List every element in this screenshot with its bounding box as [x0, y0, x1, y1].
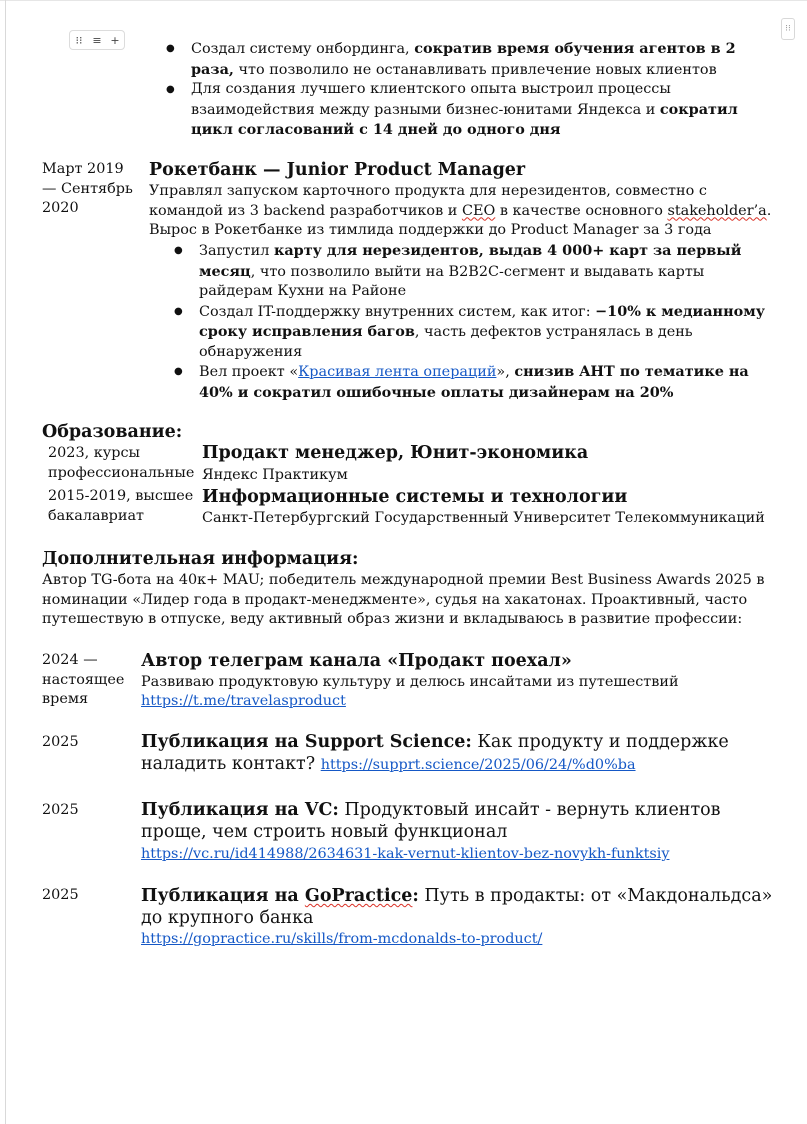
drag-handle-icon[interactable]: ⁝⁝ [75, 33, 83, 47]
list-item: ● Вел проект «Красивая лента операций», снизив AHT по тематике на 40% и сократил ошибочные оплаты дизайнерам на 20% [174, 362, 781, 403]
education-org: Яндекс Практикум [202, 467, 348, 483]
job-bullet-list [174, 241, 781, 403]
education-date: 2015-2019, высшее бакалавриат [48, 488, 194, 524]
publication-link[interactable]: https://vc.ru/id414988/2634631-kak-vernut-klientov-bez-novykh-funktsiy [141, 846, 670, 862]
education-title: Продакт менеджер, Юнит-экономика [202, 443, 589, 463]
channel-description: Развиваю продуктовую культуру и делюсь инсайтами из путешествий [141, 674, 679, 690]
side-drag-handle-icon[interactable]: ⁝⁝ [781, 18, 795, 40]
list-item: ● Для создания лучшего клиентского опыта выстроил процессы взаимодействия между разными бизнес-юнитами Яндекса и сократил цикл согласований с 14 дней до одного дня [166, 80, 781, 141]
publication-date: 2025 [42, 887, 79, 903]
publication-date: 2025 [42, 734, 79, 750]
publication-link[interactable]: https://supprt.science/2025/06/24/%d0%ba [320, 757, 636, 773]
additional-text: Автор TG-бота на 40к+ MAU; победитель международной премии Best Business Awards 2025 в номинации «Лидер года в продакт-менеджменте», судья на хакатонах. Проактивный, часто путешествую в отпуске, веду активный образ жизни и вкладываюсь в развитие профессии: [42, 572, 765, 627]
publication-entry: Публикация на VC: Продуктовый инсайт - вернуть клиентов проще, чем строить новый функционал [141, 800, 721, 842]
project-link[interactable]: Красивая лента операций [298, 364, 497, 380]
additional-heading: Дополнительная информация: [42, 549, 359, 569]
list-item: ● Создал IT-поддержку внутренних систем, как итог: −10% к медианному сроку исправления багов, часть дефектов устранялась в день обнаружения [174, 302, 781, 363]
add-block-icon[interactable]: + [110, 33, 120, 47]
job-description: Управлял запуском карточного продукта для нерезидентов, совместно с командой из 3 backend разработчиков и CEO в качестве основного stakeholder’a. Вырос в Рокетбанке из тимлида поддержки до Product Manager за 3 года [149, 183, 772, 238]
publication-date: 2025 [42, 802, 79, 818]
channel-date: 2024 — настоящее время [42, 652, 125, 707]
list-item: ● Создал систему онбординга, сократив время обучения агентов в 2 раза, что позволило не останавливать привлечение новых клиентов [166, 39, 781, 80]
education-heading: Образование: [42, 422, 183, 442]
channel-link[interactable]: https://t.me/travelasproduct [141, 693, 346, 709]
list-item: ● Запустил карту для нерезидентов, выдав 4 000+ карт за первый месяц, что позволило выйти на B2B2C-сегмент и выдавать карты райдерам Кухни на Районе [174, 241, 781, 302]
page-left-border [5, 0, 6, 1124]
publication-link-row [141, 930, 781, 950]
publication-link-row [141, 845, 781, 865]
publication-entry: Публикация на Support Science: Как продукту и поддержке наладить контакт? https://supprt.science/2025/06/24/%d0%ba [141, 732, 729, 774]
job-date: Март 2019 — Сентябрь 2020 [42, 161, 133, 216]
channel-link-row [141, 692, 781, 712]
format-icon[interactable]: ≡ [92, 33, 102, 47]
channel-title: Автор телеграм канала «Продакт поехал» [141, 651, 572, 671]
publication-entry: Публикация на GoPractice: Путь в продакты: от «Макдональдса» до крупного банка [141, 886, 773, 928]
block-toolbar [69, 30, 125, 50]
intro-bullet-list [166, 39, 781, 141]
page-top-border [0, 0, 807, 1]
education-date: 2023, курсы профессиональные [48, 445, 195, 481]
education-org: Санкт-Петербургский Государственный Университет Телекоммуникаций [202, 510, 765, 526]
job-title: Рокетбанк — Junior Product Manager [149, 160, 526, 180]
education-title: Информационные системы и технологии [202, 487, 628, 507]
publication-link[interactable]: https://gopractice.ru/skills/from-mcdonalds-to-product/ [141, 931, 543, 947]
